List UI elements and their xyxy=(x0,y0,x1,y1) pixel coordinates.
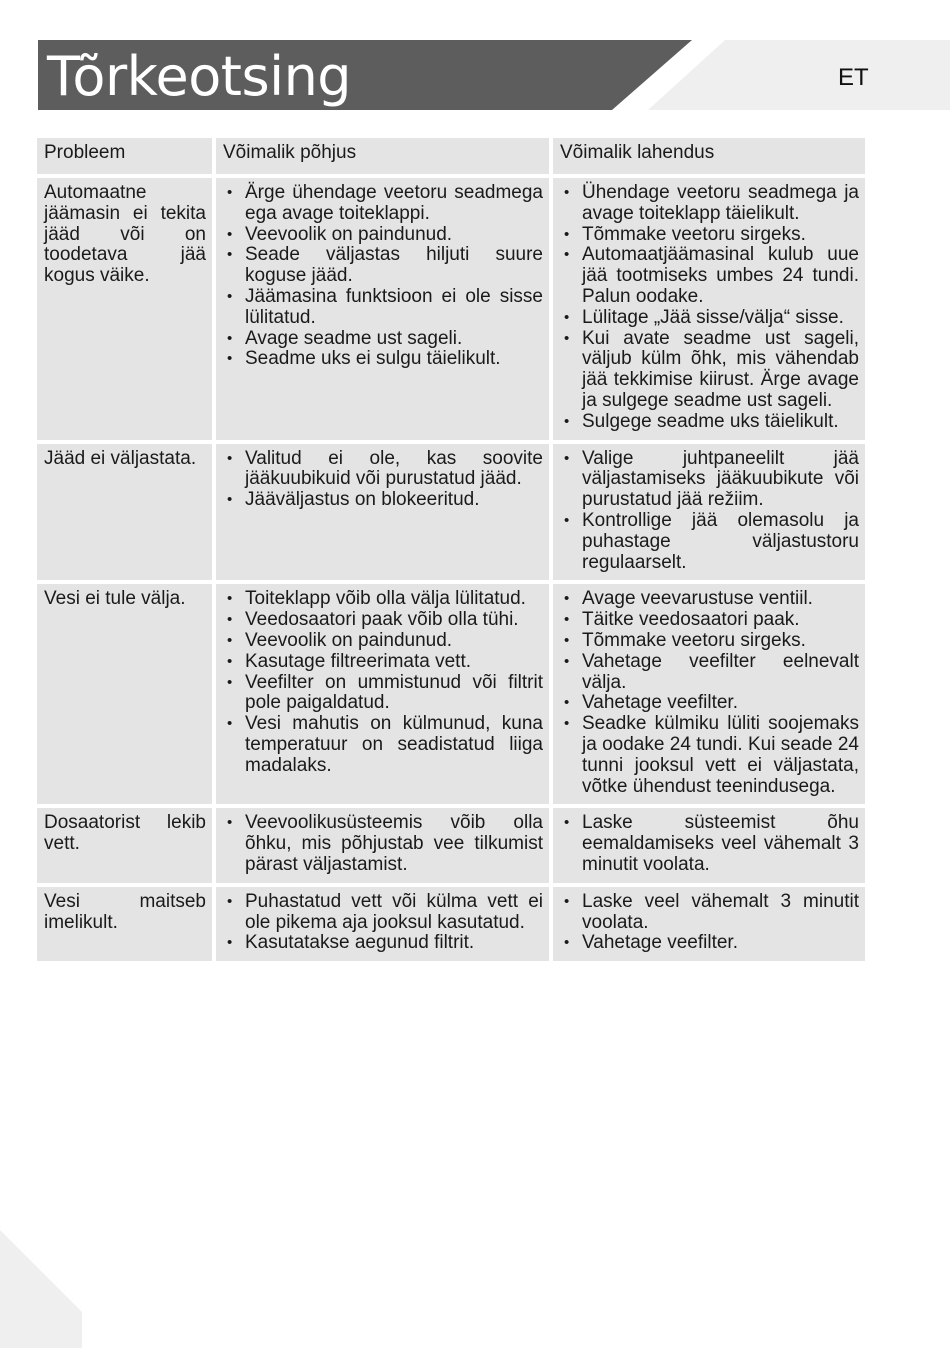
table-row xyxy=(37,584,865,804)
list-item: • Laske veel vähemalt 3 minutit voolata. xyxy=(560,892,859,934)
list-item: • Jäämasina funktsioon ei ole sisse lülitatud. xyxy=(223,287,543,329)
troubleshooting-table xyxy=(33,134,869,965)
list-item: • Lülitage „Jää sisse/välja“ sisse. xyxy=(560,308,859,329)
list-item: • Puhastatud vett või külma vett ei ole pikema aja jooksul kasutatud. xyxy=(223,892,543,934)
list-item: • Seadme uks ei sulgu täielikult. xyxy=(223,349,543,370)
list-item: • Seade väljastas hiljuti suure koguse jääd. xyxy=(223,245,543,287)
table-header-row xyxy=(37,138,865,174)
problem-cell: Dosaatorist lekib vett. xyxy=(37,808,212,882)
list-item: • Veevoolik on paindunud. xyxy=(223,631,543,652)
list-item: • Avage veevarustuse ventiil. xyxy=(560,589,859,610)
list-item: • Kasutatakse aegunud filtrit. xyxy=(223,933,543,954)
list-item: • Kontrollige jää olemasolu ja puhastage väljastustoru regulaarselt. xyxy=(560,511,859,573)
list-item: • Ühendage veetoru seadmega ja avage toiteklapp täielikult. xyxy=(560,183,859,225)
corner-shape xyxy=(0,1230,82,1348)
cause-cell xyxy=(216,584,549,804)
cause-cell xyxy=(216,887,549,961)
solution-cell xyxy=(553,444,865,581)
list-item: • Toiteklapp võib olla välja lülitatud. xyxy=(223,589,543,610)
corner-decoration xyxy=(0,1230,90,1348)
problem-cell: Automaatne jäämasin ei tekita jääd või on toodetava jää kogus väike. xyxy=(37,178,212,440)
list-item: • Seadke külmiku lüliti soojemaks ja oodake 24 tundi. Kui seade 24 tunni jooksul vett ei väljastata, võtke ühendust teenindusega. xyxy=(560,714,859,797)
cause-list xyxy=(223,183,543,370)
solution-cell xyxy=(553,887,865,961)
table-row xyxy=(37,444,865,581)
list-item: • Veevoolik on paindunud. xyxy=(223,225,543,246)
list-item: • Veefilter on ummistunud või filtrit pole paigaldatud. xyxy=(223,673,543,715)
list-item: • Tõmmake veetoru sirgeks. xyxy=(560,225,859,246)
solution-cell xyxy=(553,808,865,882)
table-row xyxy=(37,808,865,882)
problem-cell: Vesi maitseb imelikult. xyxy=(37,887,212,961)
list-item: • Sulgege seadme uks täielikult. xyxy=(560,412,859,433)
solution-list xyxy=(560,892,859,954)
solution-cell xyxy=(553,178,865,440)
list-item: • Täitke veedosaatori paak. xyxy=(560,610,859,631)
list-item: • Veevoolikusüsteemis võib olla õhku, mis põhjustab vee tilkumist pärast väljastamist. xyxy=(223,813,543,875)
list-item: • Ärge ühendage veetoru seadmega ega avage toiteklappi. xyxy=(223,183,543,225)
list-item: • Vahetage veefilter. xyxy=(560,693,859,714)
table-row xyxy=(37,887,865,961)
list-item: • Valitud ei ole, kas soovite jääkuubikuid või purustatud jääd. xyxy=(223,449,543,491)
cause-list xyxy=(223,449,543,511)
cause-list xyxy=(223,892,543,954)
list-item: • Tõmmake veetoru sirgeks. xyxy=(560,631,859,652)
page-title: Tõrkeotsing xyxy=(47,45,352,108)
list-item: • Vahetage veefilter eelnevalt välja. xyxy=(560,652,859,694)
list-item: • Veedosaatori paak võib olla tühi. xyxy=(223,610,543,631)
problem-cell: Jääd ei väljastata. xyxy=(37,444,212,581)
list-item: • Avage seadme ust sageli. xyxy=(223,329,543,350)
list-item: • Laske süsteemist õhu eemaldamiseks veel vähemalt 3 minutit voolata. xyxy=(560,813,859,875)
solution-list xyxy=(560,813,859,875)
list-item: • Kui avate seadme ust sageli, väljub külm õhk, mis vähendab jää tekkimise kiirust. Ärge avage ja sulgege seadme ust sageli. xyxy=(560,329,859,412)
cause-cell xyxy=(216,444,549,581)
list-item: • Jääväljastus on blokeeritud. xyxy=(223,490,543,511)
solution-list xyxy=(560,589,859,797)
list-item: • Kasutage filtreerimata vett. xyxy=(223,652,543,673)
list-item: • Automaatjäämasinal kulub uue jää tootmiseks umbes 24 tundi. Palun oodake. xyxy=(560,245,859,307)
cause-list xyxy=(223,589,543,776)
solution-list xyxy=(560,183,859,433)
cause-cell xyxy=(216,808,549,882)
language-code: ET xyxy=(838,64,869,91)
solution-list xyxy=(560,449,859,574)
list-item: • Valige juhtpaneelilt jää väljastamiseks jääkuubikute või purustatud jää režiim. xyxy=(560,449,859,511)
cause-cell xyxy=(216,178,549,440)
solution-cell xyxy=(553,584,865,804)
problem-cell: Vesi ei tule välja. xyxy=(37,584,212,804)
list-item: • Vahetage veefilter. xyxy=(560,933,859,954)
column-header-cause: Võimalik põhjus xyxy=(216,138,549,174)
banner-light-shape xyxy=(648,40,950,110)
table-row xyxy=(37,178,865,440)
cause-list xyxy=(223,813,543,875)
column-header-problem: Probleem xyxy=(37,138,212,174)
column-header-solution: Võimalik lahendus xyxy=(553,138,865,174)
list-item: • Vesi mahutis on külmunud, kuna temperatuur on seadistatud liiga madalaks. xyxy=(223,714,543,776)
